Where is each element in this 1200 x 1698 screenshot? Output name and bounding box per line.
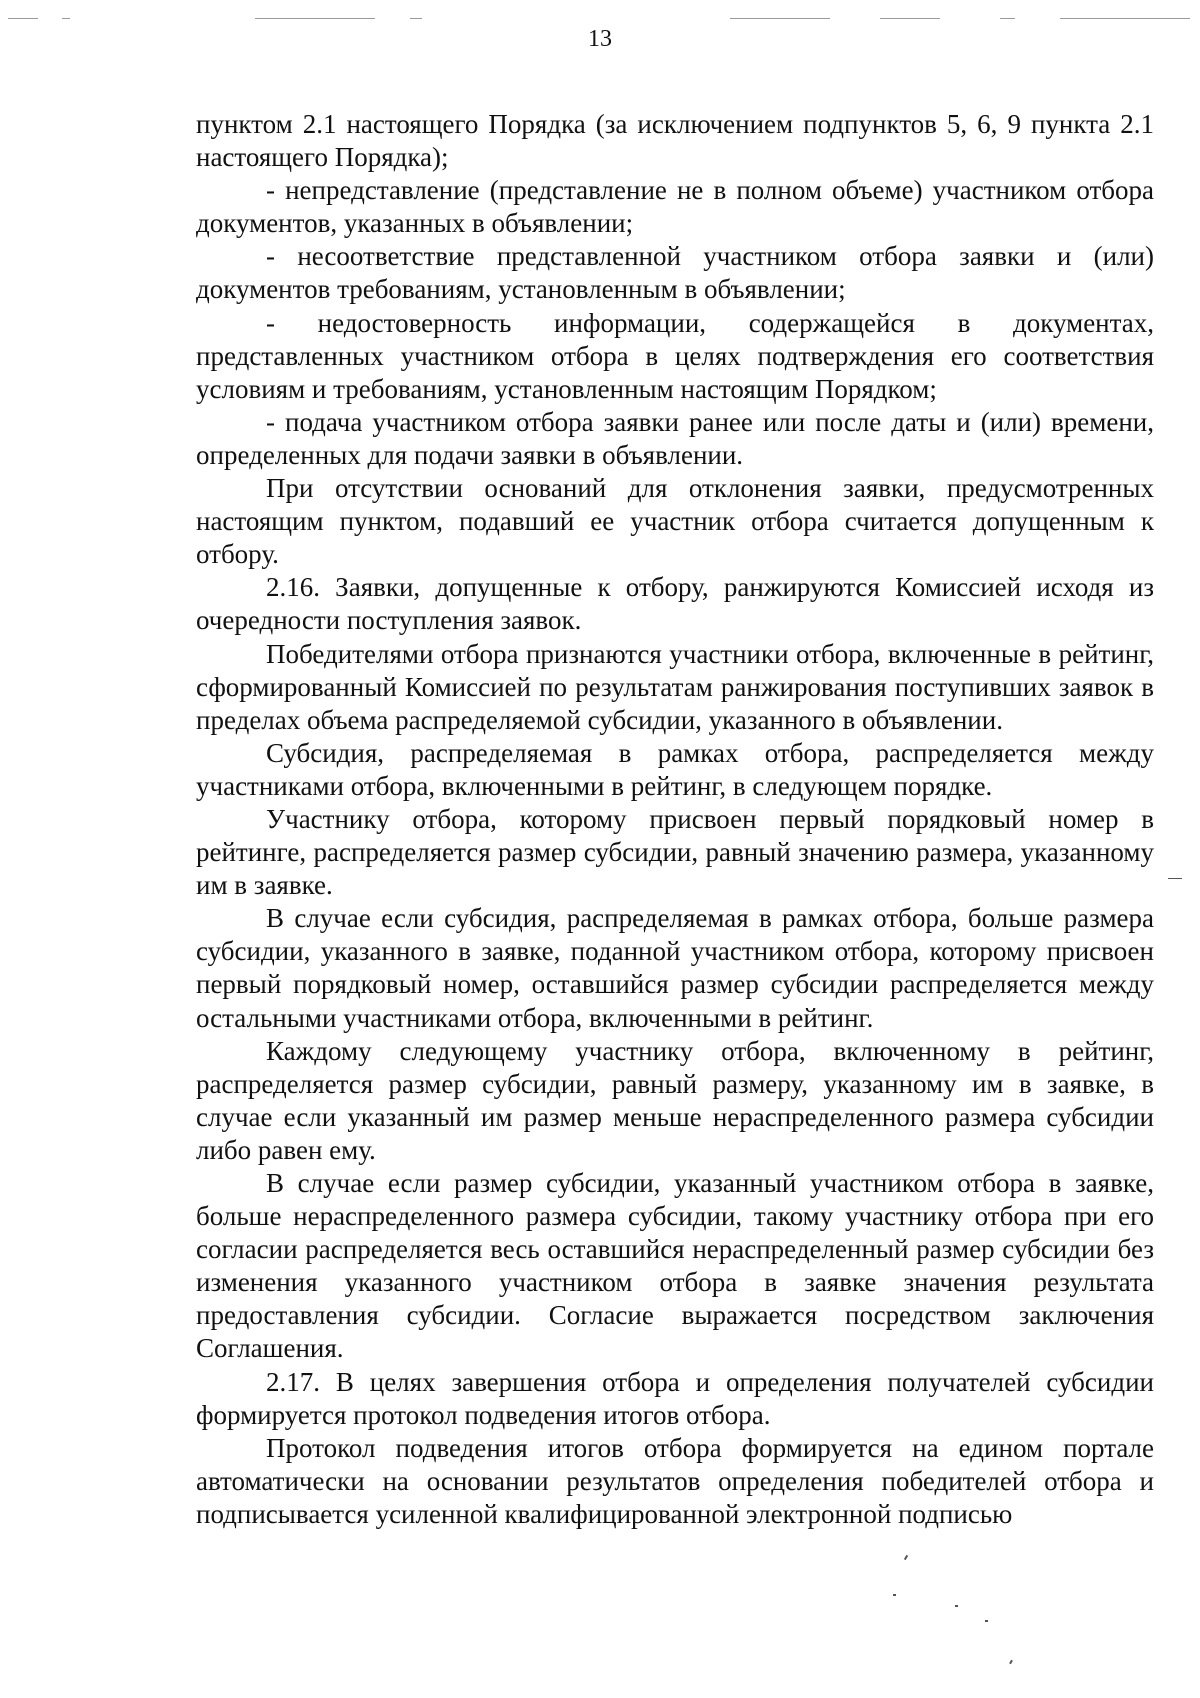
scan-speck (985, 1620, 988, 1622)
paragraph: Субсидия, распределяемая в рамках отбора, распределяется между участниками отбора, включенными в рейтинг, в следующем порядке. (196, 737, 1154, 801)
paragraph: Протокол подведения итогов отбора формируется на едином портале автоматически на основании результатов определения победителей отбора и подписывается усиленной квалифицированной электронной подписью (196, 1432, 1154, 1529)
paragraph: При отсутствии оснований для отклонения заявки, предусмотренных настоящим пунктом, подавший ее участник отбора считается допущенным к отбору. (196, 473, 1154, 570)
list-item: - подача участником отбора заявки ранее или после даты и (или) времени, определенных для подачи заявки в объявлении. (196, 406, 1154, 470)
list-item: - непредставление (представление не в полном объеме) участником отбора документов, указанных в объявлении; (196, 175, 1154, 239)
paragraph: Победителями отбора признаются участники отбора, включенные в рейтинг, сформированный Комиссией по результатам ранжирования поступивших заявок в пределах объема распределяемой субсидии, указанного в объявлении. (196, 638, 1154, 735)
paragraph: пунктом 2.1 настоящего Порядка (за исключением подпунктов 5, 6, 9 пункта 2.1 настоящего Порядка); (196, 109, 1154, 173)
list-item: - недостоверность информации, содержащейся в документах, представленных участником отбора в целях подтверждения его соответствия условиям и требованиям, установленным настоящим Порядком; (196, 307, 1154, 404)
paragraph: В случае если размер субсидии, указанный участником отбора в заявке, больше нераспределенного размера субсидии, такому участнику отбора при его согласии распределяется весь оставшийся нераспределенный размер субсидии без изменения указанного участником отбора в заявке значения результата предоставления субсидии. Согласие выражается посредством заключения Соглашения. (196, 1168, 1154, 1364)
paragraph: В случае если субсидия, распределяемая в рамках отбора, больше размера субсидии, указанного в заявке, поданной участником отбора, которому присвоен первый порядковый номер, оставшийся размер субсидии распределяется между остальными участниками отбора, включенными в рейтинг. (196, 903, 1154, 1033)
paragraph: Участнику отбора, которому присвоен первый порядковый номер в рейтинге, распределяется размер субсидии, равный значению размера, указанному им в заявке. (196, 803, 1154, 901)
section-2-16: 2.16. Заявки, допущенные к отбору, ранжируются Комиссией исходя из очередности поступления заявок. (196, 572, 1154, 636)
paragraph: Каждому следующему участнику отбора, включенному в рейтинг, распределяется размер субсидии, равный размеру, указанному им в заявке, в случае если указанный им размер меньше нераспределенного размера субсидии либо равен ему. (196, 1035, 1154, 1165)
scan-speck (1168, 878, 1182, 879)
scan-speck (1009, 1660, 1013, 1664)
scan-speck (893, 1594, 896, 1596)
document-body (196, 108, 1154, 1531)
scan-speck (904, 1555, 908, 1560)
list-item: - несоответствие представленной участником отбора заявки и (или) документов требованиям, установленным в объявлении; (196, 241, 1154, 305)
page-number: 13 (588, 26, 612, 52)
section-2-17: 2.17. В целях завершения отбора и определения получателей субсидии формируется протокол подведения итогов отбора. (196, 1366, 1154, 1430)
scan-speck (955, 1605, 958, 1607)
